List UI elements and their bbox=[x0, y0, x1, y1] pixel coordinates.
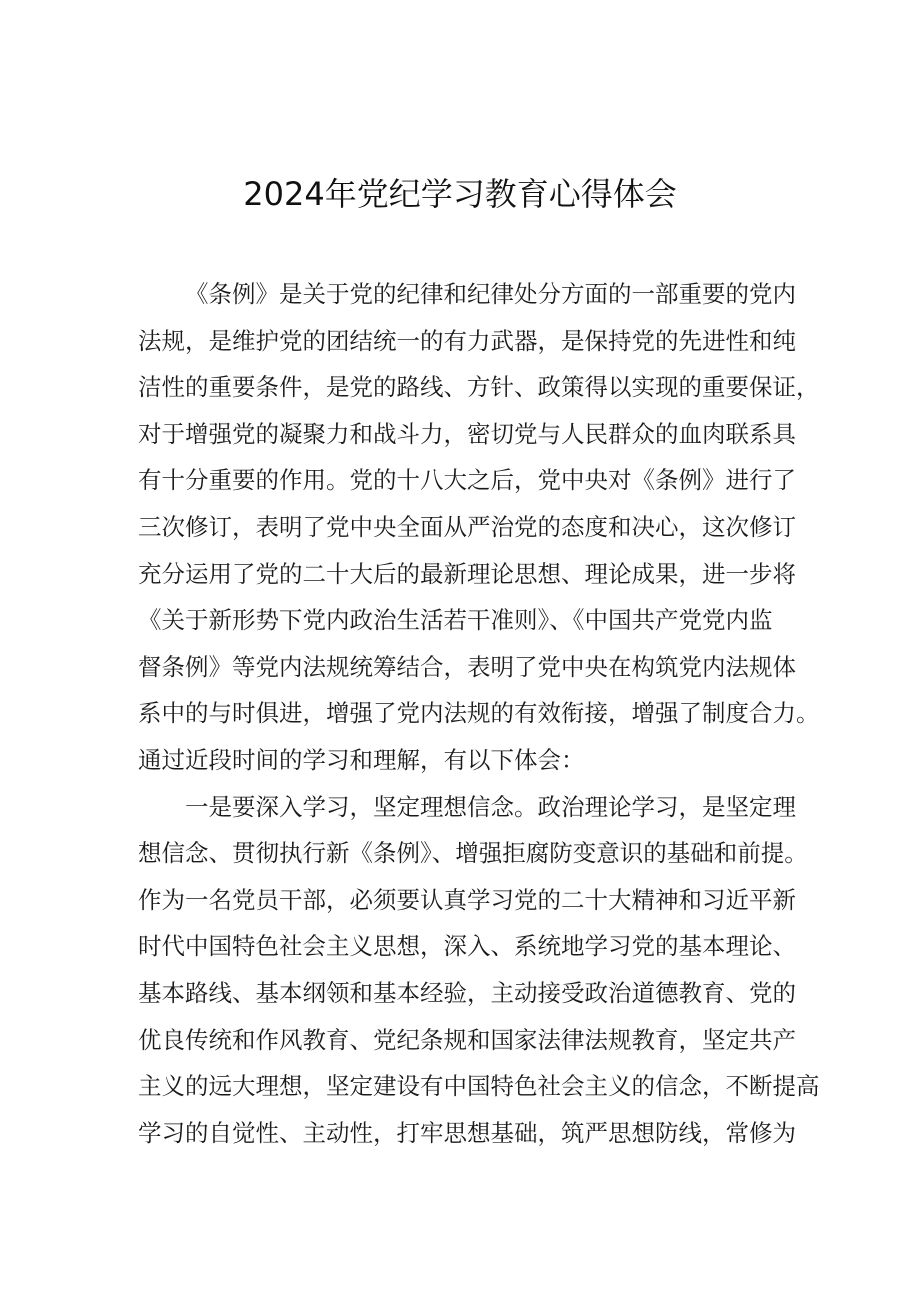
paragraph-2-line-3: 作为一名党员干部，必须要认真学习党的二十大精神和习近平新 bbox=[138, 885, 796, 914]
paragraph-1-line-7: 充分运用了党的二十大后的最新理论思想、理论成果，进一步将 bbox=[138, 559, 796, 588]
paragraph-1-line-11: 通过近段时间的学习和理解，有以下体会： bbox=[138, 745, 585, 774]
paragraph-2-line-5: 基本路线、基本纲领和基本经验，主动接受政治道德教育、党的 bbox=[138, 978, 796, 1007]
document-body bbox=[138, 271, 820, 1156]
paragraph-1-line-8: 《关于新形势下党内政治生活若干准则》、《中国共产党党内监 bbox=[138, 606, 773, 635]
paragraph-1-line-4: 对于增强党的凝聚力和战斗力，密切党与人民群众的血肉联系具 bbox=[138, 419, 796, 448]
paragraph-1-line-5: 有十分重要的作用。党的十八大之后，党中央对《条例》进行了 bbox=[138, 466, 796, 495]
paragraph-1-line-6: 三次修订，表明了党中央全面从严治党的态度和决心，这次修订 bbox=[138, 512, 796, 541]
paragraph-1-line-10: 系中的与时俱进，增强了党内法规的有效衔接，增强了制度合力。 bbox=[138, 699, 820, 728]
paragraph-2-line-6: 优良传统和作风教育、党纪条规和国家法律法规教育，坚定共产 bbox=[138, 1025, 796, 1054]
paragraph-2-line-4: 时代中国特色社会主义思想，深入、系统地学习党的基本理论、 bbox=[138, 932, 796, 961]
paragraph-1-line-1: 《条例》是关于党的纪律和纪律处分方面的一部重要的党内 bbox=[185, 280, 796, 308]
paragraph-2-line-7: 主义的远大理想，坚定建设有中国特色社会主义的信念，不断提高 bbox=[138, 1072, 820, 1101]
paragraph-1-line-9: 督条例》等党内法规统筹结合，表明了党中央在构筑党内法规体 bbox=[138, 652, 796, 681]
paragraph-2-line-8: 学习的自觉性、主动性，打牢思想基础，筑严思想防线，常修为 bbox=[138, 1118, 796, 1147]
paragraph-2-line-2: 想信念、贯彻执行新《条例》、增强拒腐防变意识的基础和前提。 bbox=[138, 839, 808, 868]
paragraph-1-line-3: 洁性的重要条件，是党的路线、方针、政策得以实现的重要保证， bbox=[138, 373, 820, 402]
paragraph-1-line-2: 法规，是维护党的团结统一的有力武器，是保持党的先进性和纯 bbox=[138, 326, 796, 355]
paragraph-2-line-1: 一是要深入学习，坚定理想信念。政治理论学习，是坚定理 bbox=[185, 792, 796, 821]
document-title: 2024年党纪学习教育心得体会 bbox=[243, 175, 677, 213]
